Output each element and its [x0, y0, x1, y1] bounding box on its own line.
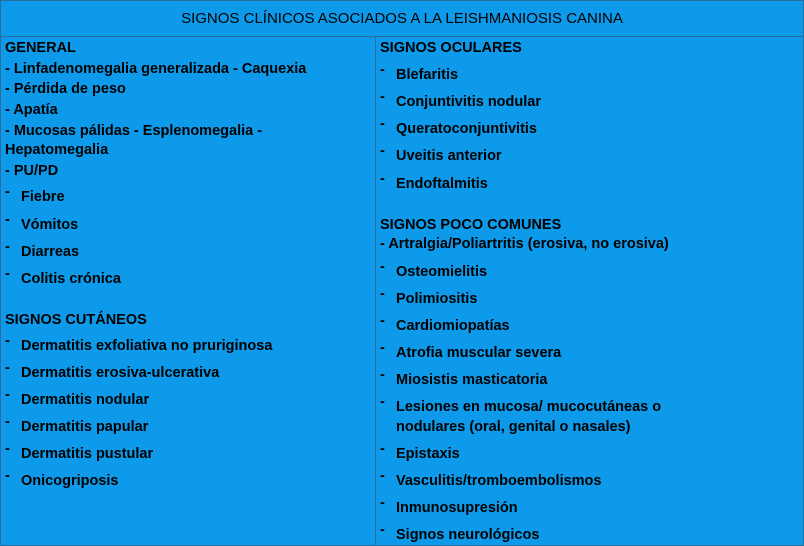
bullet-text: Cardiomiopatías [396, 318, 510, 334]
table-body [1, 37, 803, 545]
bullet-text: Onicogriposis [21, 473, 119, 489]
general-line: - Pérdida de peso [5, 81, 126, 97]
bullet-text: Dermatitis exfoliativa no pruriginosa [21, 338, 273, 354]
general-heading: GENERAL [5, 40, 76, 56]
bullet-dash: - [380, 89, 385, 105]
bullet-text: Fiebre [21, 189, 65, 205]
left-column [1, 37, 376, 545]
bullet-dash: - [380, 394, 385, 410]
bullet-text: Lesiones en mucosa/ mucocutáneas o [396, 399, 662, 415]
bullet-dash: - [380, 340, 385, 356]
bullet-text: Dermatitis erosiva-ulcerativa [21, 365, 220, 381]
bullet-dash: - [5, 414, 10, 430]
bullet-text: Diarreas [21, 244, 80, 260]
bullet-text: Dermatitis papular [21, 419, 149, 435]
bullet-dash: - [5, 333, 10, 349]
bullet-dash: - [380, 313, 385, 329]
bullet-text: nodulares (oral, genital o nasales) [396, 419, 631, 435]
bullet-dash: - [380, 143, 385, 159]
bullet-text: Vasculitis/tromboembolismos [396, 473, 602, 489]
ocular-heading: SIGNOS OCULARES [380, 40, 522, 56]
bullet-dash: - [5, 239, 10, 255]
bullet-text: Inmunosupresión [396, 500, 518, 516]
bullet-dash: - [380, 367, 385, 383]
uncommon-line: - Artralgia/Poliartritis (erosiva, no erosiva) [380, 236, 669, 252]
general-line: - PU/PD [5, 163, 59, 179]
bullet-text: Conjuntivitis nodular [396, 94, 541, 110]
bullet-text: Queratoconjuntivitis [396, 121, 537, 137]
general-line: - Mucosas pálidas - Esplenomegalia - [5, 123, 263, 139]
bullet-dash: - [380, 171, 385, 187]
general-line: Hepatomegalia [5, 142, 109, 158]
bullet-dash: - [380, 286, 385, 302]
general-line: - Apatía [5, 102, 58, 118]
bullet-dash: - [380, 495, 385, 511]
bullet-text: Colitis crónica [21, 271, 121, 287]
bullet-dash: - [380, 468, 385, 484]
cutaneous-heading: SIGNOS CUTÁNEOS [5, 312, 147, 328]
bullet-dash: - [5, 360, 10, 376]
bullet-dash: - [5, 266, 10, 282]
bullet-text: Endoftalmitis [396, 176, 488, 192]
bullet-dash: - [5, 184, 10, 200]
bullet-text: Dermatitis nodular [21, 392, 150, 408]
bullet-text: Vómitos [21, 217, 79, 233]
bullet-text: Uveitis anterior [396, 148, 502, 164]
bullet-dash: - [5, 212, 10, 228]
bullet-text: Signos neurológicos [396, 527, 540, 543]
bullet-text: Miosistis masticatoria [396, 372, 548, 388]
uncommon-heading: SIGNOS POCO COMUNES [380, 217, 562, 233]
bullet-dash: - [5, 468, 10, 484]
bullet-text: Osteomielitis [396, 264, 488, 280]
bullet-dash: - [5, 387, 10, 403]
general-line: - Linfadenomegalia generalizada - Caquexia [5, 61, 307, 77]
bullet-dash: - [380, 62, 385, 78]
bullet-dash: - [380, 522, 385, 538]
bullet-text: Blefaritis [396, 67, 459, 83]
bullet-dash: - [380, 259, 385, 275]
bullet-text: Dermatitis pustular [21, 446, 154, 462]
table-title: SIGNOS CLÍNICOS ASOCIADOS A LA LEISHMANIOSIS CANINA [1, 1, 803, 37]
bullet-text: Atrofia muscular severa [396, 345, 562, 361]
bullet-dash: - [5, 441, 10, 457]
bullet-dash: - [380, 441, 385, 457]
bullet-text: Epistaxis [396, 446, 460, 462]
bullet-text: Polimiositis [396, 291, 478, 307]
bullet-dash: - [380, 116, 385, 132]
right-column [376, 37, 803, 545]
